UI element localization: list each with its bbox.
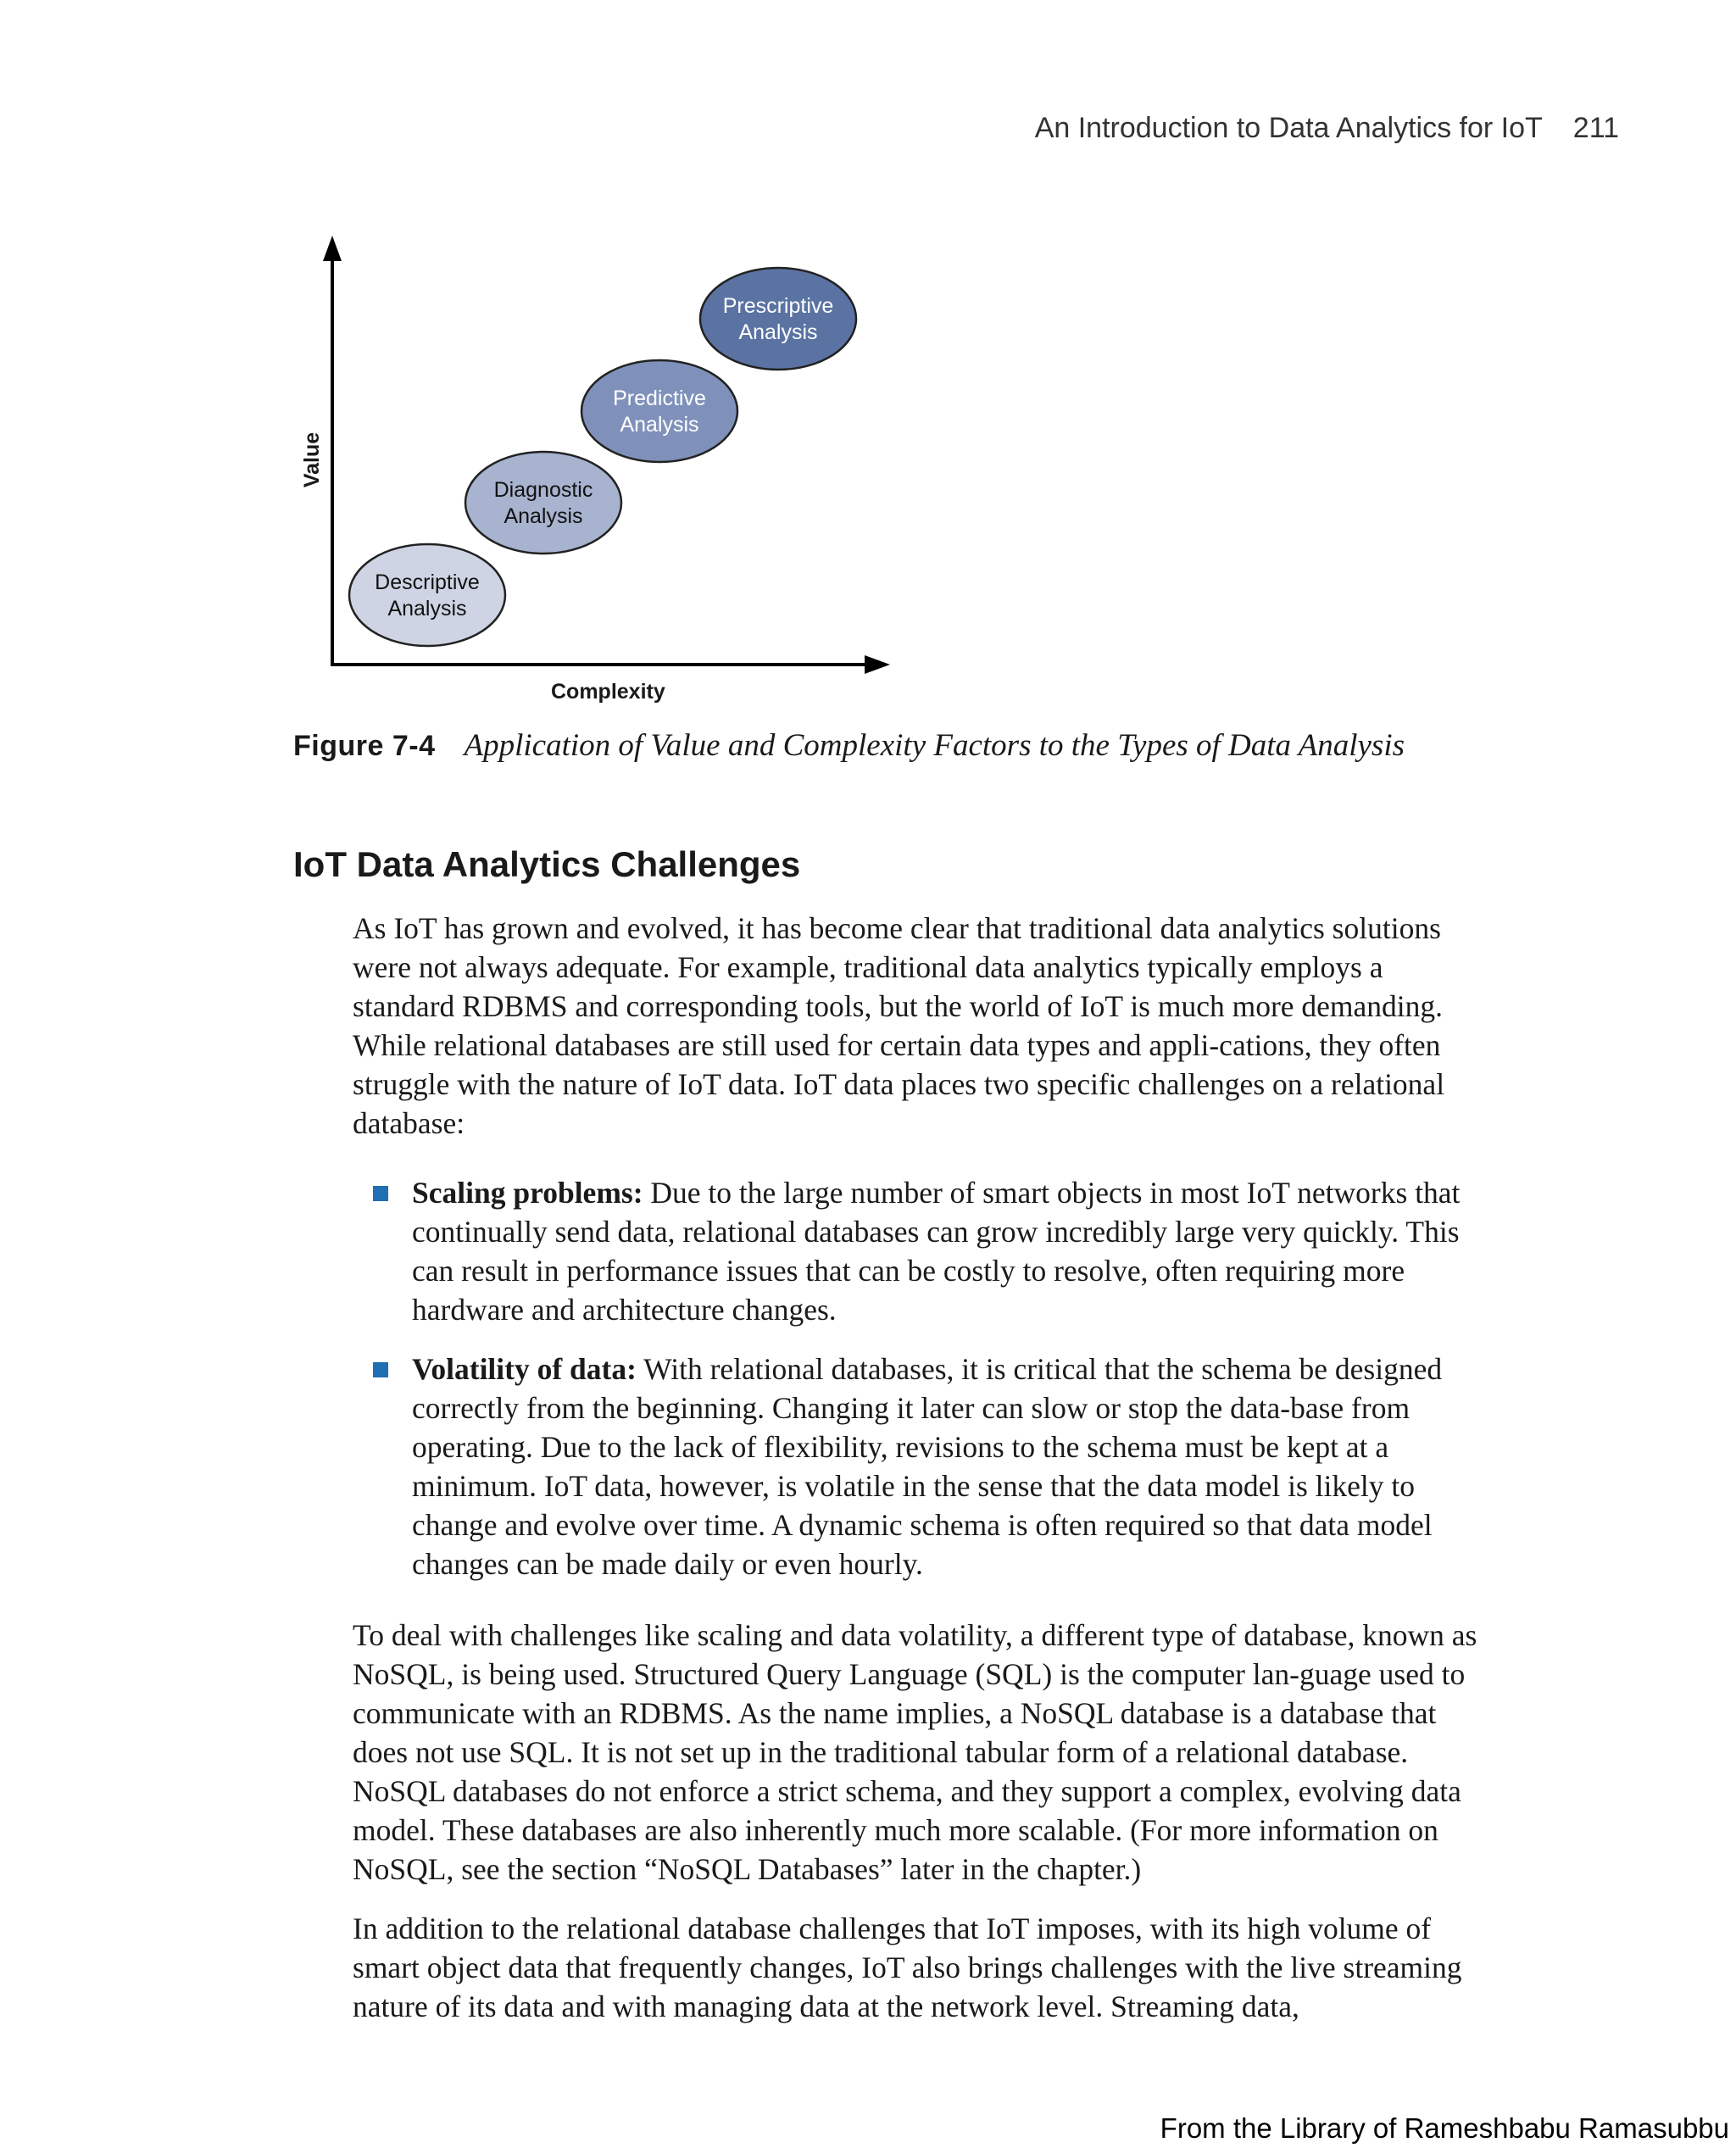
list-item [412, 1349, 1488, 1583]
figure-7-4 [280, 227, 907, 710]
figure-caption-label: Figure 7-4 [293, 730, 436, 762]
list-item [412, 1173, 1488, 1329]
node-prescriptive-label: Prescriptive Analysis [722, 294, 834, 344]
figure-caption [293, 727, 1405, 764]
bullet-square-icon [373, 1186, 388, 1201]
paragraph-streaming: In addition to the relational database challenges that IoT imposes, with its high volume of smart object data that frequently changes, IoT also brings challenges with the live streaming nature of its data and with managing data at the network level. Streaming data, [353, 1911, 1462, 2023]
y-axis-label: Value [300, 431, 325, 488]
x-axis-label: Complexity [551, 680, 665, 704]
bullet-term: Scaling problems: [412, 1176, 643, 1210]
page-number: 211 [1572, 112, 1619, 144]
node-descriptive-label: Descriptive Analysis [375, 570, 480, 620]
running-title: An Introduction to Data Analytics for IoT [1034, 112, 1543, 144]
paragraph-nosql: To deal with challenges like scaling and data volatility, a different type of database, known as NoSQL, is being used. Structured Query Language (SQL) is the computer lan-guage used to communicate with an RDBMS. As the name implies, a NoSQL database is a database that does not use SQL. It is not set up in the traditional tabular form of a relational database. NoSQL databases do not enforce a strict schema, and they support a complex, evolving data model. These databases are also inherently much more scalable. (For more information on NoSQL, see the section “NoSQL Databases” later in the chapter.) [353, 1618, 1477, 1886]
y-axis-arrow-icon [323, 236, 342, 261]
node-diagnostic-label: Diagnostic Analysis [493, 478, 593, 528]
x-axis-arrow-icon [865, 655, 890, 674]
bullet-square-icon [373, 1362, 388, 1377]
library-footer: From the Library of Rameshbabu Ramasubbu [1160, 2112, 1729, 2144]
figure-caption-text: Application of Value and Complexity Factors to the Types of Data Analysis [464, 728, 1405, 763]
node-predictive-label: Predictive Analysis [613, 387, 706, 437]
section-heading: IoT Data Analytics Challenges [293, 844, 801, 884]
intro-paragraph: As IoT has grown and evolved, it has become clear that traditional data analytics solutions were not always adequate. For example, traditional data analytics typically employs a standard RDBMS and corresponding tools, but the world of IoT is much more demanding. While relational databases are still used for certain data types and appli-cations, they often struggle with the nature of IoT data. IoT data places two specific challenges on a relational database: [353, 911, 1445, 1140]
running-head [1035, 112, 1619, 145]
bullet-text: With relational databases, it is critical that the schema be designed correctly from the beginning. Changing it later can slow or stop the data-base from operating. Due to the lack of flexibility, revisions to the schema must be kept at a minimum. IoT data, however, is volatile in the sense that the data model is likely to change and evolve over time. A dynamic schema is often required so that data model changes can be made daily or even hourly. [412, 1352, 1443, 1581]
bullet-term: Volatility of data: [412, 1352, 637, 1386]
bullet-text: Due to the large number of smart objects in most IoT networks that continually send data, relational databases can grow incredibly large very quickly. This can result in performance issues that can be costly to resolve, often requiring more hardware and architecture changes. [412, 1176, 1461, 1327]
